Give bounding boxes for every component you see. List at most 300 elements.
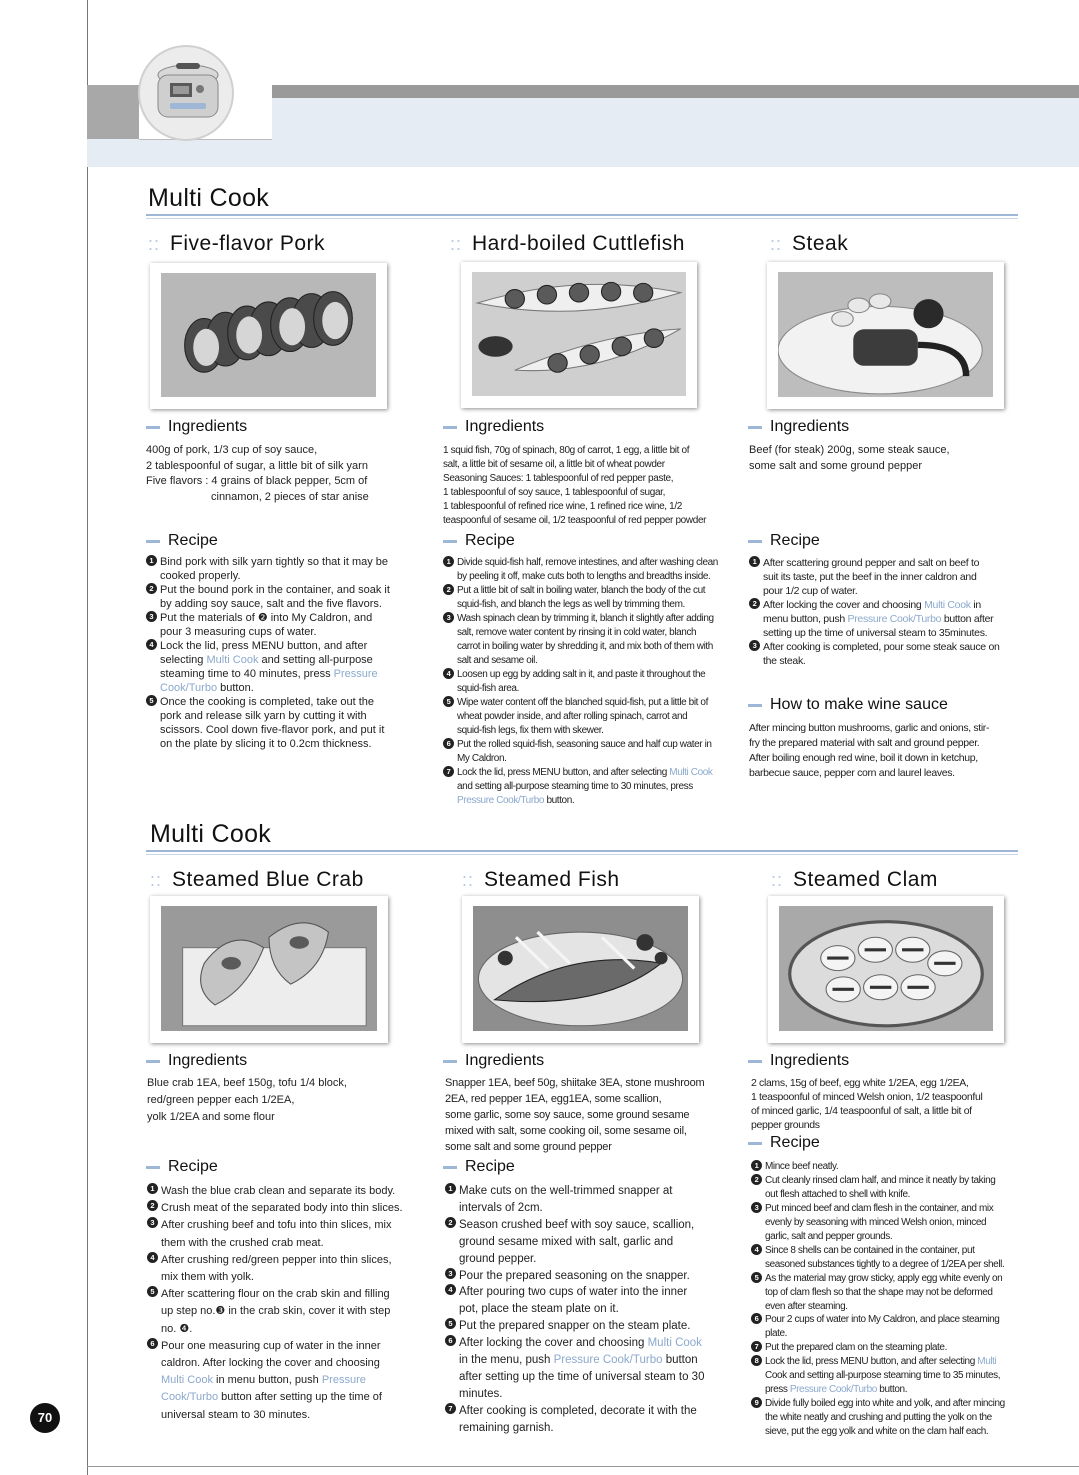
step-line: Cut cleanly rinsed clam half, and mince it neatly by taking	[765, 1174, 996, 1186]
step-number-icon: 5	[146, 695, 157, 706]
ingredients-line: Blue crab 1EA, beef 150g, tofu 1/4 block,	[147, 1077, 347, 1089]
step-line: the steak.	[763, 655, 806, 667]
ingredients-line: Seasoning Sauces: 1 tablespoonful of red pepper paste,	[443, 473, 674, 484]
step-text	[459, 1318, 690, 1335]
step-text	[160, 555, 388, 583]
step-line: Cook/Turbo button after setting up the time of	[161, 1391, 382, 1404]
step-number-icon: 4	[147, 1252, 158, 1263]
header-dark-band	[272, 85, 1079, 98]
section-title: Multi Cook	[148, 184, 270, 212]
dish-title: :: Steamed Blue Crab	[150, 868, 364, 891]
step-text	[459, 1403, 697, 1437]
step-line: press Pressure Cook/Turbo button.	[765, 1384, 908, 1396]
step-text	[765, 1313, 999, 1341]
dish-title: :: Steamed Fish	[462, 868, 620, 891]
recipe-step	[751, 1160, 1005, 1174]
step-number-icon: 1	[749, 556, 760, 567]
header-light-band	[272, 98, 1079, 167]
dots-icon: ::	[462, 870, 475, 890]
recipe-step	[445, 1183, 704, 1217]
step-text	[765, 1397, 1005, 1439]
step-number-icon: 2	[751, 1174, 762, 1185]
heading-bar-icon	[443, 540, 457, 543]
highlight-term: Multi Cook	[647, 1337, 702, 1350]
step-number-icon: 7	[443, 766, 454, 777]
step-text	[765, 1341, 947, 1355]
step-line: After locking the cover and choosing Multi Cook	[459, 1337, 702, 1350]
recipe-steps	[749, 556, 1000, 668]
ingredients-line: 1 teaspoonful of minced Welsh onion, 1/2 teaspoonful	[751, 1091, 983, 1103]
step-line: After scattering flour on the crab skin and filling	[161, 1288, 390, 1301]
step-line: selecting Multi Cook and setting all-purpose	[160, 654, 373, 666]
step-number-icon: 1	[443, 556, 454, 567]
step-number-icon: 2	[445, 1217, 456, 1228]
rice-cooker-logo-image	[138, 45, 234, 141]
step-line: Wash the blue crab clean and separate its body.	[161, 1185, 396, 1197]
step-number-icon: 2	[147, 1200, 158, 1211]
recipe-step	[751, 1397, 1005, 1439]
step-number-icon: 3	[749, 640, 760, 651]
step-text	[459, 1335, 704, 1403]
ingredients-line: some salt and some ground pepper	[445, 1141, 612, 1153]
heading-bar-icon	[748, 426, 762, 429]
highlight-term: Multi	[977, 1356, 997, 1368]
recipe-heading: Recipe	[443, 1158, 515, 1176]
ingredients-line: 1 tablespoonful of refined rice wine, 1 refined rice wine, 1/2	[443, 501, 683, 512]
step-number-icon: 3	[147, 1217, 158, 1228]
recipe-step	[443, 738, 718, 766]
step-line: Since 8 shells can be contained in the container, put	[765, 1244, 975, 1256]
step-line: caldron. After locking the cover and choosing	[161, 1357, 380, 1370]
step-number-icon: 4	[445, 1284, 456, 1295]
step-line: Cook and setting all-purpose steaming time to 35 minutes,	[765, 1370, 1001, 1382]
wine-sauce-line: barbecue sauce, pepper corn and laurel leaves.	[749, 767, 955, 779]
highlight-term: Pressure	[321, 1374, 366, 1387]
dish-photo-steak	[767, 262, 1004, 409]
wine-sauce-heading: How to make wine sauce	[748, 696, 948, 714]
ingredients-line: Five flavors : 4 grains of black pepper, 5cm of	[146, 475, 368, 487]
heading-bar-icon	[146, 426, 160, 429]
recipe-step	[147, 1183, 403, 1200]
page-bottom-rule	[87, 1466, 1079, 1467]
ingredients-line: cinnamon, 2 pieces of star anise	[211, 490, 369, 503]
highlight-term: Multi Cook	[161, 1374, 213, 1387]
step-line: on the plate by slicing it to 0.2cm thickness.	[160, 738, 372, 750]
step-line: Wipe water content off the blanched squid-fish, put a little bit of	[457, 697, 708, 708]
page-number: 70	[30, 1403, 60, 1433]
highlight-term: Multi Cook	[669, 767, 713, 778]
step-text	[160, 583, 390, 611]
step-line: pot, place the steam plate on it.	[459, 1303, 619, 1316]
ingredients-line: red/green pepper each 1/2EA,	[147, 1094, 295, 1106]
step-line: intervals of 2cm.	[459, 1201, 543, 1214]
step-line: by adding soy sauce, salt and the five flavors.	[160, 598, 382, 610]
recipe-heading: Recipe	[748, 1134, 820, 1152]
ingredients-line: Snapper 1EA, beef 50g, shiitake 3EA, stone mushroom	[445, 1077, 705, 1089]
ingredients-heading: Ingredients	[748, 418, 849, 436]
dish-photo-hard-boiled-cuttlefish	[461, 262, 697, 408]
highlight-term: Cook/Turbo	[161, 1391, 219, 1404]
recipe-step	[751, 1341, 1005, 1355]
page-margin-rule	[87, 0, 88, 1475]
step-line: After scattering ground pepper and salt on beef to	[763, 557, 980, 569]
heading-bar-icon	[443, 426, 457, 429]
ingredients-line: mixed with salt, some cooking oil, some sesame oil,	[445, 1125, 687, 1137]
step-line: As the material may grow sticky, apply egg white evenly on	[765, 1272, 1003, 1284]
step-number-icon: 8	[751, 1355, 762, 1366]
step-text	[160, 611, 372, 639]
step-line: Season crushed beef with soy sauce, scallion,	[459, 1218, 695, 1231]
step-text	[765, 1160, 838, 1174]
step-number-icon: 4	[751, 1244, 762, 1255]
step-line: After pouring two cups of water into the inner	[459, 1286, 688, 1299]
dish-photo-steamed-fish	[462, 896, 699, 1043]
wine-sauce-line: fry the prepared material with salt and ground pepper.	[749, 737, 980, 749]
recipe-step	[147, 1338, 403, 1424]
recipe-heading: Recipe	[443, 532, 515, 550]
step-text	[459, 1217, 694, 1268]
step-line: ground sesame mixed with salt, garlic and	[459, 1235, 674, 1248]
step-line: sieve, put the egg yolk and white on the clam half each.	[765, 1426, 989, 1438]
ingredients-line: salt, a little bit of sesame oil, a little bit of wheat powder	[443, 459, 665, 470]
step-text	[160, 639, 378, 695]
step-text	[160, 695, 384, 751]
step-text	[457, 556, 718, 584]
step-line: Pour 2 cups of water into My Caldron, and place steaming	[765, 1314, 1000, 1326]
step-text	[765, 1202, 993, 1244]
ingredients-text	[147, 1075, 347, 1126]
step-text	[763, 640, 1000, 668]
dots-icon: ::	[148, 234, 161, 254]
step-number-icon: 2	[749, 598, 760, 609]
dish-title: :: Hard-boiled Cuttlefish	[450, 232, 685, 255]
step-line: squid-fish area.	[457, 683, 519, 694]
step-text	[763, 598, 993, 640]
step-line: Make cuts on the well-trimmed snapper at	[459, 1185, 673, 1197]
recipe-step	[751, 1355, 1005, 1397]
step-line: by peeling it off, make cuts both to lengths and breadths inside.	[457, 571, 711, 582]
header-gray-block	[87, 85, 139, 139]
heading-bar-icon	[748, 704, 762, 707]
highlight-term: Multi Cook	[924, 599, 971, 611]
ingredients-text	[443, 444, 706, 528]
section-rule	[146, 850, 1018, 855]
step-line: menu button, push Pressure Cook/Turbo button after	[763, 613, 994, 625]
ingredients-line: teaspoonful of sesame oil, 1/2 teaspoonful of red pepper powder	[443, 515, 707, 526]
recipe-step	[146, 639, 390, 695]
recipe-steps	[146, 555, 390, 751]
recipe-step	[443, 766, 718, 808]
highlight-term: Pressure	[333, 668, 378, 680]
dots-icon: ::	[150, 870, 163, 890]
step-text	[459, 1268, 690, 1285]
step-text	[457, 696, 708, 738]
highlight-term: Multi Cook	[206, 654, 259, 666]
step-line: Put the materials of ❷ into My Caldron, and	[160, 612, 373, 624]
step-text	[763, 556, 979, 598]
step-line: Crush meat of the separated body into thin slices.	[161, 1202, 403, 1215]
step-text	[765, 1355, 1000, 1397]
recipe-step	[445, 1335, 704, 1403]
step-number-icon: 6	[445, 1335, 456, 1346]
step-line: My Caldron.	[457, 753, 507, 764]
dish-title: :: Steak	[770, 232, 849, 255]
ingredients-line: 1 tablespoonful of soy sauce, 1 tablespoonful of sugar,	[443, 487, 666, 498]
ingredients-line: of minced garlic, 1/4 teaspoonful of salt, a little bit of	[751, 1105, 972, 1117]
dish-photo-steamed-clam	[768, 896, 1004, 1043]
step-line: after setting up the time of universal steam to 30	[459, 1370, 705, 1383]
step-line: Divide fully boiled egg into white and yolk, and after mincing	[765, 1398, 1005, 1410]
recipe-step	[146, 611, 390, 639]
recipe-step	[445, 1217, 704, 1268]
recipe-step	[751, 1174, 1005, 1202]
step-number-icon: 9	[751, 1397, 762, 1408]
step-line: Once the cooking is completed, take out the	[160, 696, 375, 708]
ingredients-text	[751, 1076, 982, 1132]
heading-bar-icon	[146, 1166, 160, 1169]
recipe-step	[147, 1217, 403, 1251]
step-line: pour 3 measuring cups of water.	[160, 626, 317, 638]
step-line: Pour the prepared seasoning on the snapper.	[459, 1269, 690, 1282]
step-line: no. ❹.	[161, 1322, 193, 1335]
recipe-step	[146, 555, 390, 583]
step-line: up step no.❸ in the crab skin, cover it with step	[161, 1305, 391, 1318]
ingredients-heading: Ingredients	[146, 418, 247, 436]
recipe-steps	[445, 1183, 704, 1437]
step-line: pork and release silk yarn by cutting it with	[160, 710, 367, 722]
step-line: Multi Cook in menu button, push Pressure	[161, 1374, 366, 1387]
ingredients-heading: Ingredients	[443, 418, 544, 436]
step-text	[457, 612, 714, 668]
ingredients-text	[749, 443, 950, 474]
recipe-steps	[147, 1183, 403, 1424]
ingredients-line: 1 squid fish, 70g of spinach, 80g of carrot, 1 egg, a little bit of	[443, 445, 690, 456]
step-line: wheat powder inside, and after rolling spinach, carrot and	[457, 711, 688, 722]
ingredients-line: 2EA, red pepper 1EA, egg1EA, some scallion,	[445, 1093, 662, 1105]
step-line: Pressure Cook/Turbo button.	[457, 795, 575, 806]
wine-sauce-line: After boiling enough red wine, boil it down in ketchup,	[749, 752, 978, 764]
step-line: Loosen up egg by adding salt in it, and paste it throughout the	[457, 669, 706, 680]
step-line: ground pepper.	[459, 1252, 537, 1265]
recipe-heading: Recipe	[748, 532, 820, 550]
step-line: After locking the cover and choosing Multi Cook in	[763, 599, 981, 611]
step-line: squid-fish, and blanch the legs as well by trimming them.	[457, 599, 685, 610]
recipe-step	[443, 584, 718, 612]
step-line: After crushing red/green pepper into thin slices,	[161, 1253, 392, 1266]
step-line: even after steaming.	[765, 1300, 848, 1312]
ingredients-line: yolk 1/2EA and some flour	[147, 1111, 275, 1123]
dots-icon: ::	[450, 234, 463, 254]
step-line: pour 1/2 cup of water.	[763, 585, 858, 597]
recipe-step	[147, 1200, 403, 1217]
heading-bar-icon	[146, 540, 160, 543]
dish-photo-steamed-blue-crab	[150, 896, 388, 1043]
step-line: evenly by seasoning with minced Welsh onion, minced	[765, 1216, 987, 1228]
highlight-term: Pressure Cook/Turbo	[457, 795, 545, 806]
step-number-icon: 4	[443, 668, 454, 679]
step-line: suit its taste, put the beef in the inner caldron and	[763, 571, 977, 583]
recipe-step	[443, 556, 718, 584]
step-line: universal steam to 30 minutes.	[161, 1408, 311, 1421]
dish-title: :: Five-flavor Pork	[148, 232, 326, 255]
section-title: Multi Cook	[150, 820, 272, 848]
heading-bar-icon	[748, 1060, 762, 1063]
step-line: Put the prepared clam on the steaming plate.	[765, 1342, 947, 1354]
step-number-icon: 5	[445, 1318, 456, 1329]
recipe-steps	[751, 1160, 1005, 1439]
ingredients-heading: Ingredients	[748, 1052, 849, 1070]
ingredients-line: 2 tablespoonful of sugar, a little bit of silk yarn	[146, 459, 368, 472]
recipe-step	[751, 1272, 1005, 1314]
ingredients-line: 400g of pork, 1/3 cup of soy sauce,	[146, 444, 318, 456]
step-line: setting up the time of universal steam to 35minutes.	[763, 627, 988, 639]
recipe-step	[146, 583, 390, 611]
step-number-icon: 6	[751, 1313, 762, 1324]
step-number-icon: 5	[751, 1272, 762, 1283]
highlight-term: Pressure Cook/Turbo	[789, 1384, 877, 1396]
step-line: minutes.	[459, 1387, 503, 1400]
step-text	[459, 1183, 672, 1217]
step-line: After cooking is completed, pour some steak sauce on	[763, 641, 1000, 653]
ingredients-text	[146, 443, 369, 505]
recipe-step	[445, 1284, 704, 1318]
step-number-icon: 7	[445, 1403, 456, 1414]
header-left-band	[87, 139, 272, 167]
step-line: Wash spinach clean by trimming it, blanch it slightly after adding	[457, 613, 714, 624]
step-line: Lock the lid, press MENU button, and after selecting Multi	[765, 1356, 997, 1368]
recipe-step	[749, 640, 1000, 668]
step-text	[457, 766, 713, 808]
recipe-step	[749, 598, 1000, 640]
step-text	[161, 1200, 403, 1217]
step-text	[765, 1174, 995, 1202]
step-text	[457, 584, 705, 612]
step-number-icon: 1	[445, 1183, 456, 1194]
step-line: and setting all-purpose steaming time to 30 minutes, press	[457, 781, 693, 792]
step-number-icon: 4	[146, 639, 157, 650]
recipe-heading: Recipe	[146, 532, 218, 550]
recipe-step	[147, 1252, 403, 1286]
step-line: After cooking is completed, decorate it with the	[459, 1404, 697, 1417]
step-line: Put minced beef and clam flesh in the container, and mix	[765, 1202, 994, 1214]
recipe-step	[445, 1403, 704, 1437]
recipe-step	[751, 1244, 1005, 1272]
recipe-step	[751, 1313, 1005, 1341]
step-number-icon: 3	[146, 611, 157, 622]
wine-sauce-text	[749, 721, 989, 781]
heading-bar-icon	[443, 1166, 457, 1169]
step-line: steaming time to 40 minutes, press Pressure	[160, 668, 378, 680]
header-left-rule	[139, 139, 272, 140]
ingredients-line: 2 clams, 15g of beef, egg white 1/2EA, egg 1/2EA,	[751, 1077, 969, 1089]
step-number-icon: 3	[445, 1268, 456, 1279]
heading-bar-icon	[146, 1060, 160, 1063]
step-line: salt and sesame oil.	[457, 655, 538, 666]
recipe-step	[443, 696, 718, 738]
step-text	[459, 1284, 687, 1318]
step-number-icon: 3	[751, 1202, 762, 1213]
step-number-icon: 2	[146, 583, 157, 594]
recipe-step	[445, 1318, 704, 1335]
step-line: out flesh attached to shell with knife.	[765, 1188, 911, 1200]
step-line: the white neatly and crushing and putting the yolk on the	[765, 1412, 992, 1424]
dish-title: :: Steamed Clam	[771, 868, 938, 891]
step-number-icon: 5	[147, 1286, 158, 1297]
step-number-icon: 1	[751, 1160, 762, 1171]
heading-bar-icon	[443, 1060, 457, 1063]
step-line: Put the rolled squid-fish, seasoning sauce and half cup water in	[457, 739, 712, 750]
step-line: carrot in boiling water by shredding it, and mix both of them with	[457, 641, 713, 652]
wine-sauce-line: After mincing button mushrooms, garlic and onions, stir-	[749, 722, 990, 734]
step-line: Lock the lid, press MENU button, and after selecting Multi Cook	[457, 767, 713, 778]
step-line: scissors. Cool down five-flavor pork, and put it	[160, 724, 385, 736]
step-number-icon: 1	[147, 1183, 158, 1194]
ingredients-line: some salt and some ground pepper	[749, 459, 923, 472]
ingredients-heading: Ingredients	[443, 1052, 544, 1070]
step-line: cooked properly.	[160, 570, 241, 582]
step-text	[161, 1252, 392, 1286]
dots-icon: ::	[771, 870, 784, 890]
step-line: Cook/Turbo button.	[160, 682, 254, 694]
recipe-heading: Recipe	[146, 1158, 218, 1176]
step-line: Mince beef neatly.	[765, 1161, 839, 1172]
step-line: in the menu, push Pressure Cook/Turbo button	[459, 1354, 698, 1367]
ingredients-heading: Ingredients	[146, 1052, 247, 1070]
step-line: garlic, salt and pepper grounds.	[765, 1230, 893, 1242]
step-text	[457, 668, 705, 696]
step-line: Put a little bit of salt in boiling water, blanch the body of the cut	[457, 585, 706, 596]
dish-photo-five-flavor-pork	[150, 263, 387, 409]
step-line: Pour one measuring cup of water in the inner	[161, 1339, 381, 1352]
dots-icon: ::	[770, 234, 783, 254]
step-text	[765, 1272, 1002, 1314]
step-line: After crushing beef and tofu into thin slices, mix	[161, 1219, 392, 1232]
recipe-step	[751, 1202, 1005, 1244]
recipe-step	[147, 1286, 403, 1338]
step-text	[765, 1244, 1004, 1272]
step-line: squid-fish legs, fix them with skewer.	[457, 725, 604, 736]
step-number-icon: 6	[443, 738, 454, 749]
heading-bar-icon	[748, 1142, 762, 1145]
ingredients-line: some garlic, some soy sauce, some ground sesame	[445, 1109, 690, 1121]
step-text	[161, 1217, 392, 1251]
section-rule	[146, 214, 1018, 219]
step-line: Bind pork with silk yarn tightly so that it may be	[160, 556, 389, 568]
highlight-term: Cook/Turbo	[160, 682, 218, 694]
recipe-step	[146, 695, 390, 751]
step-text	[161, 1338, 382, 1424]
step-line: Divide squid-fish half, remove intestines, and after washing clean	[457, 557, 718, 568]
highlight-term: Pressure Cook/Turbo	[847, 613, 942, 625]
step-line: them with the crushed crab meat.	[161, 1236, 324, 1249]
step-line: remaining garnish.	[459, 1421, 554, 1434]
step-line: top of clam flesh so that the shape may not be deformed	[765, 1286, 993, 1298]
step-text	[161, 1183, 395, 1200]
recipe-step	[445, 1268, 704, 1285]
step-line: Lock the lid, press MENU button, and after	[160, 640, 368, 652]
step-line: salt, remove water content by rinsing it in cold water, blanch	[457, 627, 697, 638]
step-number-icon: 7	[751, 1341, 762, 1352]
recipe-step	[443, 612, 718, 668]
ingredients-text	[445, 1075, 704, 1155]
step-text	[161, 1286, 390, 1338]
recipe-steps	[443, 556, 718, 808]
highlight-term: Pressure Cook/Turbo	[553, 1354, 663, 1367]
step-number-icon: 1	[146, 555, 157, 566]
heading-bar-icon	[748, 540, 762, 543]
step-line: Put the bound pork in the container, and soak it	[160, 584, 390, 596]
step-line: Put the prepared snapper on the steam plate.	[459, 1320, 691, 1333]
